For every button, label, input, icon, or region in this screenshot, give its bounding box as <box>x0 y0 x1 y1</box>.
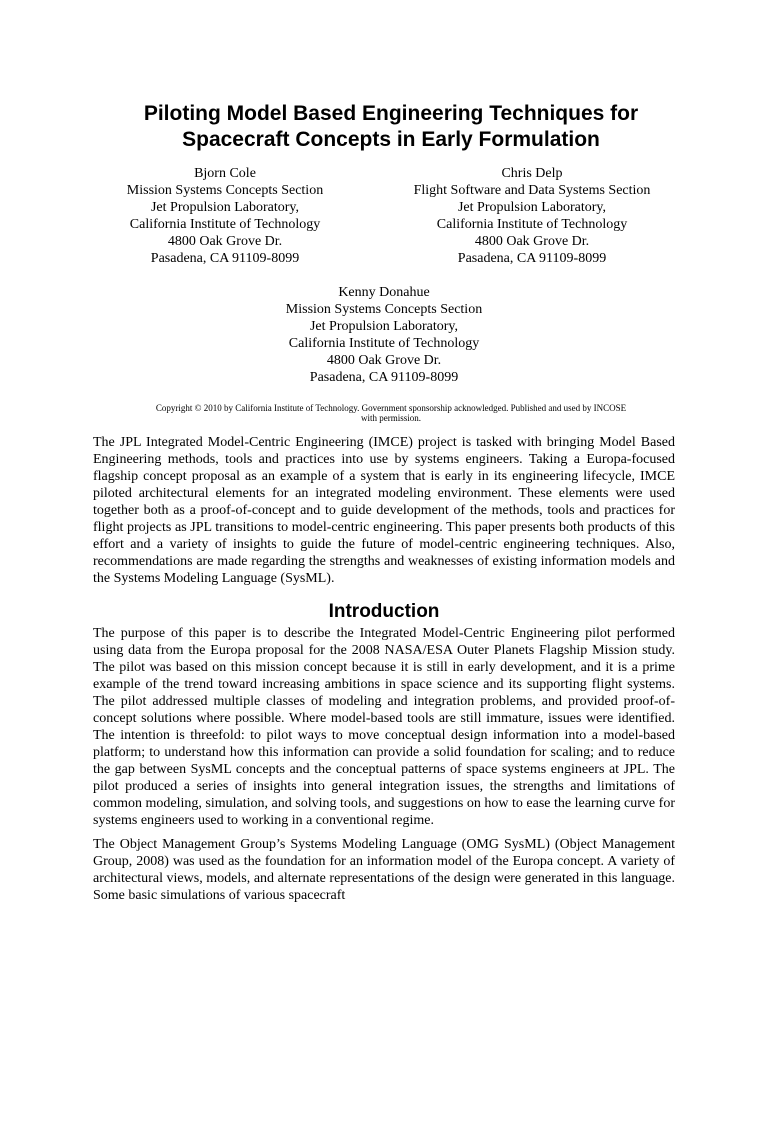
author-city: Pasadena, CA 91109-8099 <box>150 250 300 266</box>
author-section: Flight Software and Data Systems Section <box>413 182 651 198</box>
document-page <box>0 101 768 1125</box>
author-name: Bjorn Cole <box>194 166 256 181</box>
author-block-cole <box>91 166 359 267</box>
section-heading-introduction: Introduction <box>328 600 440 622</box>
author-street: 4800 Oak Grove Dr. <box>167 233 283 249</box>
author-section: Mission Systems Concepts Section <box>285 302 483 318</box>
author-name: Kenny Donahue <box>338 285 430 301</box>
intro-paragraph-1: The purpose of this paper is to describe the Integrated Model-Centric Engineering pilot performed using data from the Europa proposal for the 2008 NASA/ESA Outer Planets Flagship Mission study. The pilot was based on this mission concept because it is still in early development, and it is a prime example of the trend toward increasing ambitions in space science and its supporting flight systems. The pilot addressed multiple classes of modeling and integration problems, and provided proof-of-concept solutions where possible. Where model-based tools are still immature, issues were identified. The intention is threefold: to pilot ways to move conceptual design information into a model-based platform; to understand how this information can provide a solid foundation for scaling; and to reduce the gap between SysML concepts and the conceptual patterns of space systems engineers at JPL. The pilot produced a series of insights into general integration issues, the strengths and limitations of common modeling, simulation, and solving tools, and suggestions on how to ease the learning curve for systems engineers used to working in a conventional regime. <box>93 625 675 828</box>
title-line-1: Piloting Model Based Engineering Techniques for <box>143 102 639 125</box>
intro-paragraph-2: The Object Management Group’s Systems Modeling Language (OMG SysML) (Object Management Group, 2008) was used as the foundation for an information model of the Europa concept. A variety of architectural views, models, and alternate representations of the design were generated in this language. Some basic simulations of various spacecraft <box>93 836 675 903</box>
author-institute: California Institute of Technology <box>288 336 480 352</box>
author-street: 4800 Oak Grove Dr. <box>474 233 590 249</box>
author-institute: California Institute of Technology <box>129 216 321 232</box>
author-block-delp <box>387 166 677 267</box>
author-street: 4800 Oak Grove Dr. <box>326 353 442 369</box>
author-block-donahue <box>234 285 534 386</box>
abstract-paragraph: The JPL Integrated Model-Centric Engineering (IMCE) project is tasked with bringing Model Based Engineering methods, tools and practices into use by systems engineers. Taking a Europa-focused flagship concept proposal as an example of a system that is early in its engineering lifecycle, IMCE piloted architectural elements for an integrated modeling environment. These elements were used together both as a proof-of-concept and to guide development of the methods, tools and practices for flight projects as JPL transitions to model-centric engineering. This paper presents both products of this effort and a variety of insights to guide the future of model-centric engineering techniques. Also, recommendations are made regarding the strengths and weaknesses of existing information models and the Systems Modeling Language (SysML). <box>93 434 675 586</box>
author-lab: Jet Propulsion Laboratory, <box>309 319 458 335</box>
copyright-line-2: with permission. <box>361 412 421 423</box>
author-institute: California Institute of Technology <box>436 216 628 232</box>
author-city: Pasadena, CA 91109-8099 <box>457 250 607 266</box>
author-lab: Jet Propulsion Laboratory, <box>150 199 299 215</box>
title-line-2: Spacecraft Concepts in Early Formulation <box>182 128 600 151</box>
author-lab: Jet Propulsion Laboratory, <box>457 199 606 215</box>
copyright-line-1: Copyright © 2010 by California Institute of Technology. Government sponsorship acknowledged. Published and used by INCOSE <box>155 402 627 413</box>
author-name: Chris Delp <box>501 166 563 181</box>
author-city: Pasadena, CA 91109-8099 <box>309 369 459 385</box>
copyright-notice <box>93 403 675 423</box>
paper-title <box>93 101 675 153</box>
author-section: Mission Systems Concepts Section <box>126 182 324 198</box>
author-row <box>93 166 675 267</box>
